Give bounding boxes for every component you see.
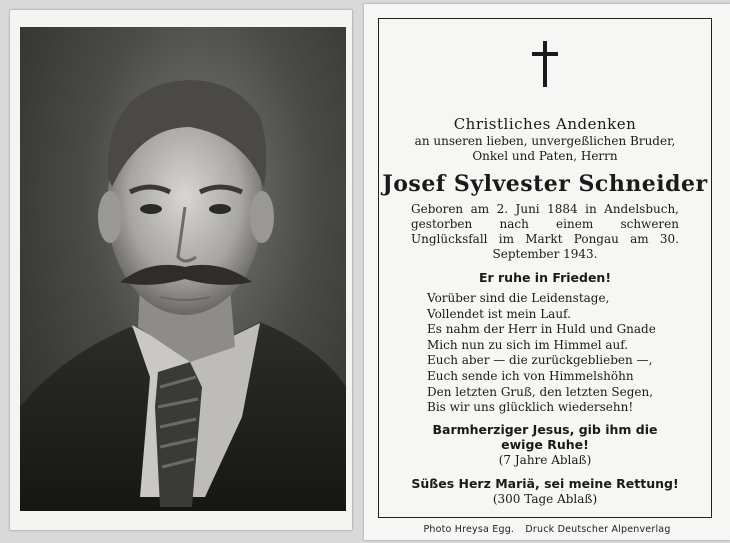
poem <box>379 291 711 416</box>
portrait-photo <box>20 27 346 511</box>
prayer-line: Süßes Herz Mariä, sei meine Rettung! <box>411 475 679 491</box>
print-credit: Druck Deutscher Alpenverlag <box>525 524 671 535</box>
deceased-name: Josef Sylvester Schneider <box>382 171 708 197</box>
poem-line: Vorüber sind die Leidenstage, <box>427 291 610 305</box>
cross-icon <box>379 41 711 87</box>
intro-line: an unseren lieben, unvergeßlichen Bruder, <box>414 134 676 148</box>
portrait-card <box>10 10 352 530</box>
life-dates: Geboren am 2. Juni 1884 in Andelsbuch, gestorben nach einem schweren Unglücksfall im Markt Pongau am 30. September 1943. <box>411 202 679 261</box>
poem-line: Euch sende ich von Himmelshöhn <box>427 368 634 383</box>
portrait-figure <box>20 27 346 511</box>
prayer-line: ewige Ruhe! <box>501 436 589 452</box>
poem-line: Euch aber — die zurückgeblieben —, <box>427 353 653 368</box>
card-heading: Christliches Andenken <box>453 115 637 133</box>
prayer-line: Barmherziger Jesus, gib ihm die <box>432 421 658 437</box>
rest-in-peace: Er ruhe in Frieden! <box>478 270 612 285</box>
poem-line: Es nahm der Herr in Huld und Gnade <box>427 322 656 337</box>
indulgence-note: (7 Jahre Ablaß) <box>498 452 592 467</box>
poem-line: Vollendet ist mein Lauf. <box>427 306 571 321</box>
intro-line: Onkel und Paten, Herrn <box>472 149 618 163</box>
poem-line: Mich nun zu sich im Himmel auf. <box>427 337 629 352</box>
print-credits <box>364 524 730 535</box>
indulgence-note: (300 Tage Ablaß) <box>492 491 598 506</box>
memorial-card <box>364 4 730 540</box>
card-frame <box>378 18 712 518</box>
poem-line: Bis wir uns glücklich wiedersehn! <box>427 400 634 415</box>
photo-credit: Photo Hreysa Egg. <box>423 524 515 535</box>
poem-line: Den letzten Gruß, den letzten Segen, <box>427 384 654 399</box>
